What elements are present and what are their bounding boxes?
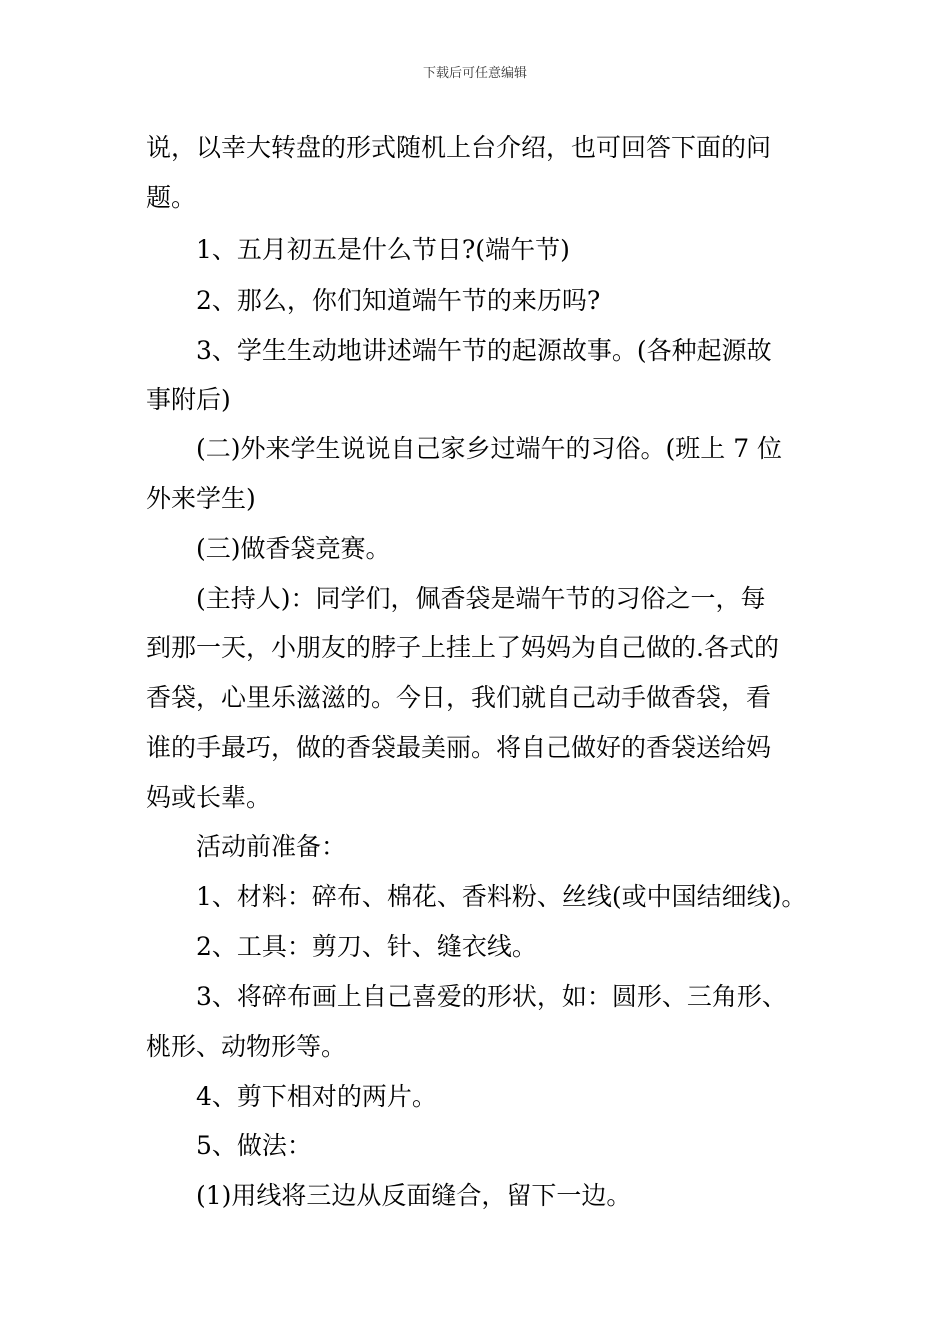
text-line: 香袋，心里乐滋滋的。今日，我们就自己动手做香袋，看	[146, 683, 772, 712]
text-line: 外来学生)	[146, 484, 256, 513]
text-line: 4、剪下相对的两片。	[196, 1082, 437, 1111]
text-line: 事附后)	[146, 385, 231, 414]
text-line: 5、做法：	[196, 1131, 312, 1160]
text-line: 说，以幸大转盘的形式随机上台介绍，也可回答下面的问	[146, 133, 772, 162]
text-line: 活动前准备：	[196, 832, 347, 861]
text-line: 1、材料：碎布、棉花、香料粉、丝线(或中国结细线)。	[196, 882, 807, 911]
text-line: (二)外来学生说说自己家乡过端午的习俗。(班上 7 位	[196, 434, 783, 463]
text-line: 3、学生生动地讲述端午节的起源故事。(各种起源故	[196, 336, 772, 365]
text-line: 到那一天，小朋友的脖子上挂上了妈妈为自己做的.各式的	[146, 633, 779, 662]
text-line: 1、五月初五是什么节日?(端午节)	[196, 235, 570, 264]
text-line: 3、将碎布画上自己喜爱的形状，如：圆形、三角形、	[196, 982, 787, 1011]
text-line: 桃形、动物形等。	[146, 1032, 347, 1061]
text-line: (三)做香袋竞赛。	[196, 534, 391, 563]
text-line: 2、工具：剪刀、针、缝衣线。	[196, 932, 537, 961]
text-line: 妈或长辈。	[146, 783, 272, 812]
text-line: 2、那么，你们知道端午节的来历吗?	[196, 286, 601, 315]
text-line: 题。	[146, 183, 197, 212]
text-line: (主持人)：同学们，佩香袋是端午节的习俗之一，每	[196, 584, 766, 613]
page-header: 下载后可任意编辑	[422, 66, 527, 81]
text-line: (1)用线将三边从反面缝合，留下一边。	[196, 1181, 632, 1210]
text-line: 谁的手最巧，做的香袋最美丽。将自己做好的香袋送给妈	[146, 733, 772, 762]
